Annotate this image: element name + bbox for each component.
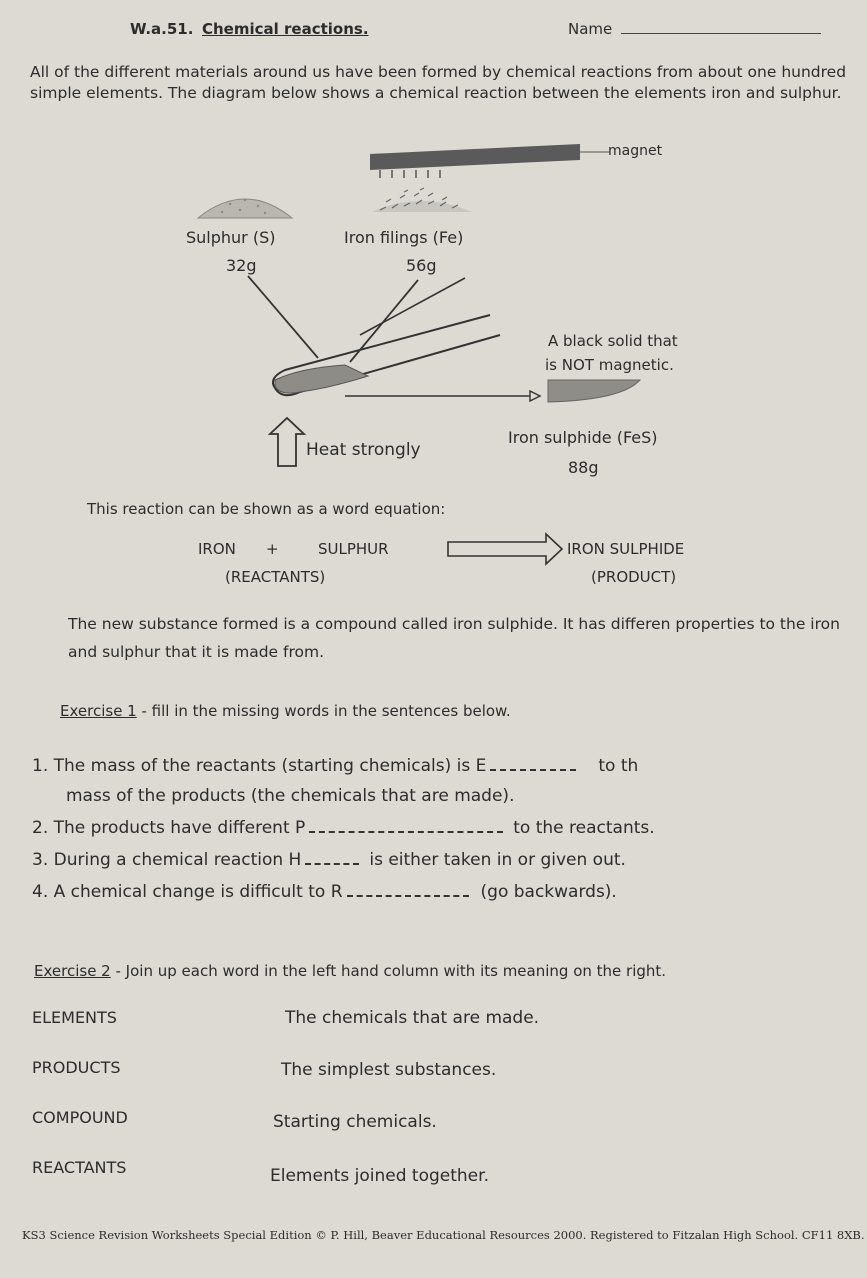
exercise-1-title: Exercise 1	[60, 702, 137, 720]
right-meaning-joined[interactable]: Elements joined together.	[270, 1166, 489, 1186]
reactants-label: (REACTANTS)	[225, 568, 326, 586]
question-4-text: 4. A chemical change is difficult to R	[32, 882, 343, 902]
worksheet-code: W.a.51.	[130, 20, 194, 38]
product-description-line-2: is NOT magnetic.	[545, 356, 674, 374]
left-word-elements[interactable]: ELEMENTS	[32, 1008, 117, 1027]
sulphur-pile	[198, 199, 292, 218]
compound-paragraph: The new substance formed is a compound called iron sulphide. It has differen properties to the iron and sulphur that it is made from.	[68, 615, 840, 661]
question-1-blank[interactable]	[490, 768, 576, 771]
right-meaning-simplest[interactable]: The simplest substances.	[281, 1060, 497, 1080]
products-label: (PRODUCT)	[591, 568, 677, 586]
question-1-end: to th	[598, 756, 639, 776]
footer-credit: KS3 Science Revision Worksheets Special Edition © P. Hill, Beaver Educational Resources 2000. Registered to Fitzalan High School. CF11 8XB.	[22, 1228, 865, 1242]
product-description-line-1: A black solid that	[548, 332, 678, 350]
intro-text: All of the different materials around us have been formed by chemical reactions from about one hundred simple elements. The diagram below shows a chemical reaction between the elements iron and sulphur.	[30, 63, 847, 102]
iron-label: Iron filings (Fe)	[344, 228, 464, 247]
question-3	[32, 850, 626, 870]
product-mass: 88g	[568, 458, 599, 477]
heat-arrow-icon	[270, 418, 304, 466]
exercise-1-instruction: - fill in the missing words in the sentences below.	[136, 702, 511, 720]
sulphur-mass: 32g	[226, 256, 257, 275]
question-1	[32, 756, 638, 776]
exercise-2-instruction: - Join up each word in the left hand column with its meaning on the right.	[110, 962, 667, 980]
sulphur-pointer-line	[248, 276, 318, 358]
name-field	[568, 20, 825, 38]
question-2-end: to the reactants.	[513, 818, 655, 838]
question-4-blank[interactable]	[347, 894, 469, 897]
question-2-text: 2. The products have different P	[32, 818, 306, 838]
question-2	[32, 818, 655, 838]
sulphur-label: Sulphur (S)	[186, 228, 276, 247]
right-meaning-starting[interactable]: Starting chemicals.	[273, 1112, 437, 1132]
reaction-diagram	[0, 130, 867, 480]
left-word-compound[interactable]: COMPOUND	[32, 1108, 128, 1127]
question-1-text: 1. The mass of the reactants (starting chemicals) is E	[32, 756, 487, 776]
left-word-products[interactable]: PRODUCTS	[32, 1058, 121, 1077]
question-4	[32, 882, 617, 902]
exercise-2-title: Exercise 2	[34, 962, 111, 980]
question-4-end: (go backwards).	[480, 882, 617, 902]
word-equation-intro: This reaction can be shown as a word equation:	[87, 500, 446, 518]
name-label: Name	[568, 20, 613, 38]
iron-mass: 56g	[406, 256, 437, 275]
product-iron-sulphide: IRON SULPHIDE	[567, 540, 685, 558]
right-meaning-made[interactable]: The chemicals that are made.	[285, 1008, 540, 1028]
exercise-2-heading	[34, 962, 666, 980]
product-label: Iron sulphide (FeS)	[508, 428, 658, 447]
product-arrow-head	[530, 391, 540, 401]
exercise-1-heading	[60, 702, 511, 720]
magnet-label: magnet	[608, 143, 663, 159]
question-3-text: 3. During a chemical reaction H	[32, 850, 302, 870]
equation-arrow-icon	[446, 532, 564, 566]
worksheet-title: Chemical reactions.	[202, 20, 369, 38]
magnet-teeth	[380, 170, 440, 178]
left-word-reactants[interactable]: REACTANTS	[32, 1158, 127, 1177]
question-2-blank[interactable]	[309, 830, 503, 833]
question-1-continued: mass of the products (the chemicals that are made).	[66, 786, 515, 806]
magnet-bar	[370, 144, 580, 170]
plus-sign: +	[266, 540, 279, 558]
reactant-iron: IRON	[198, 540, 236, 558]
iron-sulphide-pile	[548, 380, 640, 402]
name-blank	[621, 32, 821, 34]
question-3-blank[interactable]	[305, 862, 359, 865]
question-3-end: is either taken in or given out.	[369, 850, 626, 870]
heat-label: Heat strongly	[306, 440, 421, 460]
iron-filings-pile	[372, 188, 472, 212]
reactant-sulphur: SULPHUR	[318, 540, 389, 558]
